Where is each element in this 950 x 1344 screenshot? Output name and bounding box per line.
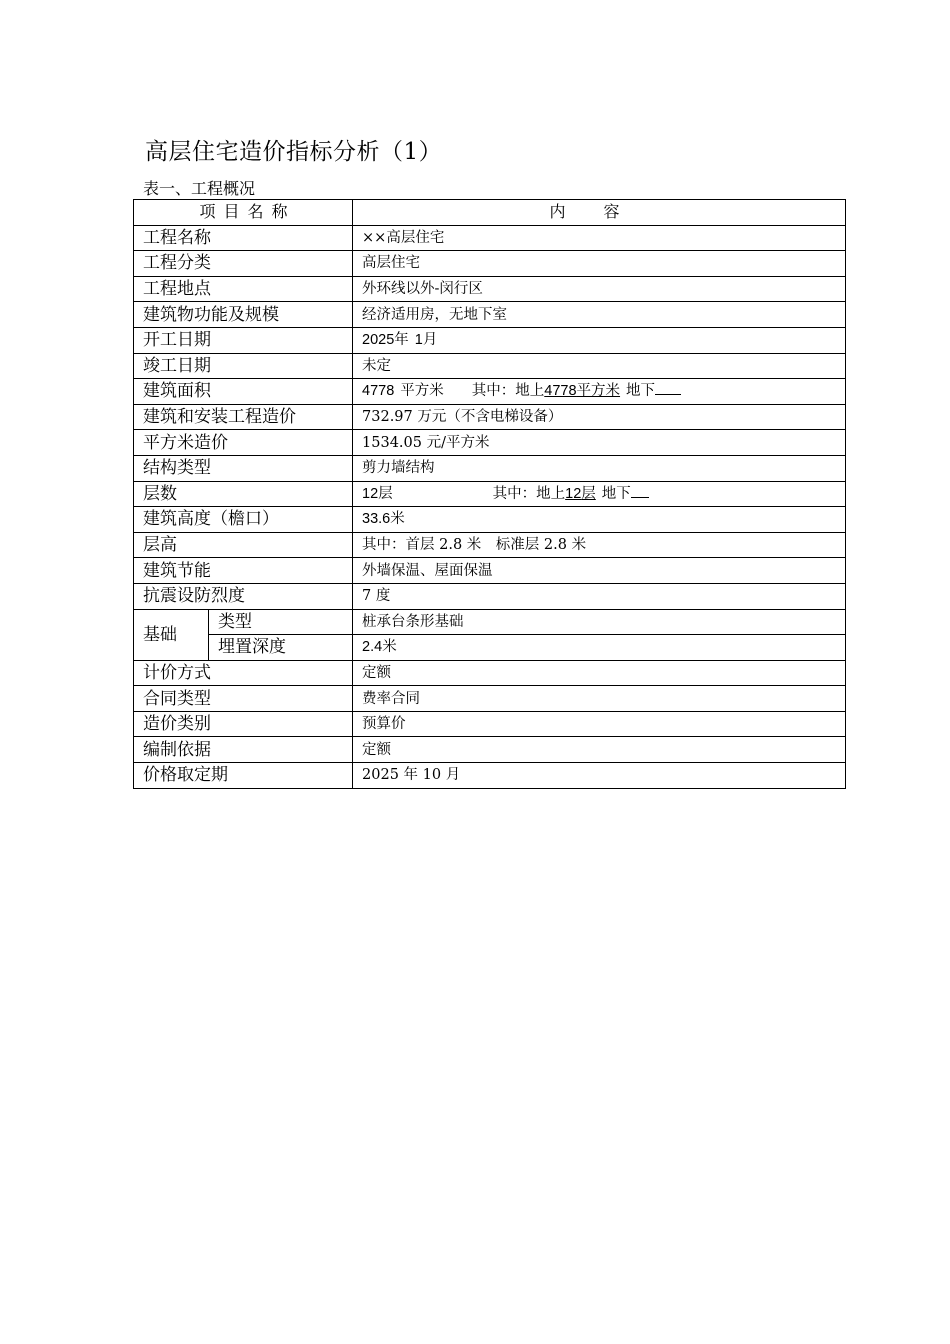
- area-total: 4778: [362, 383, 395, 400]
- row-value: 预算价: [353, 711, 846, 737]
- row-sublabel: 类型: [209, 609, 353, 635]
- row-label: 建筑面积: [134, 379, 353, 405]
- row-value: 未定: [353, 353, 846, 379]
- row-label: 竣工日期: [134, 353, 353, 379]
- row-value: 剪力墙结构: [353, 455, 846, 481]
- row-label: 建筑节能: [134, 558, 353, 584]
- table-row: [134, 558, 846, 584]
- row-label: 层数: [134, 481, 353, 507]
- table-row: [134, 711, 846, 737]
- row-label: 抗震设防烈度: [134, 583, 353, 609]
- row-value: 2025 年 10 月: [353, 763, 846, 789]
- page-title: 高层住宅造价指标分析（1）: [145, 139, 443, 165]
- floors-above: 12: [565, 485, 582, 502]
- row-label: 工程地点: [134, 276, 353, 302]
- row-label: 平方米造价: [134, 430, 353, 456]
- table-row: [134, 302, 846, 328]
- row-label: 结构类型: [134, 455, 353, 481]
- row-value: 其中：首层 2.8 米 标准层 2.8 米: [353, 532, 846, 558]
- row-label: 造价类别: [134, 711, 353, 737]
- floors-total: 12: [362, 485, 379, 502]
- header-content: 内容: [353, 200, 846, 226]
- table-row: [134, 635, 846, 661]
- table-row: [134, 763, 846, 789]
- row-value: 经济适用房，无地下室: [353, 302, 846, 328]
- table-row: [134, 353, 846, 379]
- table-row: [134, 532, 846, 558]
- table-row: [134, 609, 846, 635]
- table-row: [134, 327, 846, 353]
- row-value: ××高层住宅: [353, 225, 846, 251]
- row-value: 费率合同: [353, 686, 846, 712]
- table-row: [134, 430, 846, 456]
- row-value: 2025年 1月: [353, 327, 846, 353]
- table-row: [134, 404, 846, 430]
- table-row: [134, 481, 846, 507]
- area-below-blank: [655, 380, 681, 395]
- row-value: 732.97 万元（不含电梯设备）: [353, 404, 846, 430]
- row-label: 工程分类: [134, 251, 353, 277]
- table-row: [134, 660, 846, 686]
- project-overview-table: [133, 199, 846, 789]
- row-value: 外环线以外-闵行区: [353, 276, 846, 302]
- row-value: 高层住宅: [353, 251, 846, 277]
- table-header-row: [134, 200, 846, 226]
- table-row: [134, 686, 846, 712]
- table-row: [134, 276, 846, 302]
- row-sublabel: 埋置深度: [209, 635, 353, 661]
- row-value: 外墙保温、屋面保温: [353, 558, 846, 584]
- table-row: [134, 737, 846, 763]
- row-label: 价格取定期: [134, 763, 353, 789]
- area-above: 4778: [544, 383, 577, 400]
- row-label: 建筑高度（檐口）: [134, 507, 353, 533]
- floors-below-blank: [631, 483, 649, 498]
- table-row: [134, 583, 846, 609]
- row-label: 计价方式: [134, 660, 353, 686]
- row-label: 层高: [134, 532, 353, 558]
- row-label: 建筑和安装工程造价: [134, 404, 353, 430]
- table-caption: 表一、工程概况: [143, 179, 256, 198]
- row-value: 4778 平方米 其中：地上4778平方米 地下: [353, 379, 846, 405]
- row-value: 33.6米: [353, 507, 846, 533]
- table-row: [134, 379, 846, 405]
- row-value: 定额: [353, 737, 846, 763]
- table-row: [134, 225, 846, 251]
- row-value: 桩承台条形基础: [353, 609, 846, 635]
- row-value: 定额: [353, 660, 846, 686]
- row-value: 1534.05 元/平方米: [353, 430, 846, 456]
- row-value: 2.4米: [353, 635, 846, 661]
- table-row: [134, 507, 846, 533]
- row-value: 7 度: [353, 583, 846, 609]
- table-row: [134, 455, 846, 481]
- header-item: 项目名称: [134, 200, 353, 226]
- row-value: 12层 其中：地上12层 地下: [353, 481, 846, 507]
- row-label: 建筑物功能及规模: [134, 302, 353, 328]
- row-label: 工程名称: [134, 225, 353, 251]
- row-label-group: 基础: [134, 609, 209, 660]
- row-label: 合同类型: [134, 686, 353, 712]
- row-label: 编制依据: [134, 737, 353, 763]
- table-row: [134, 251, 846, 277]
- row-label: 开工日期: [134, 327, 353, 353]
